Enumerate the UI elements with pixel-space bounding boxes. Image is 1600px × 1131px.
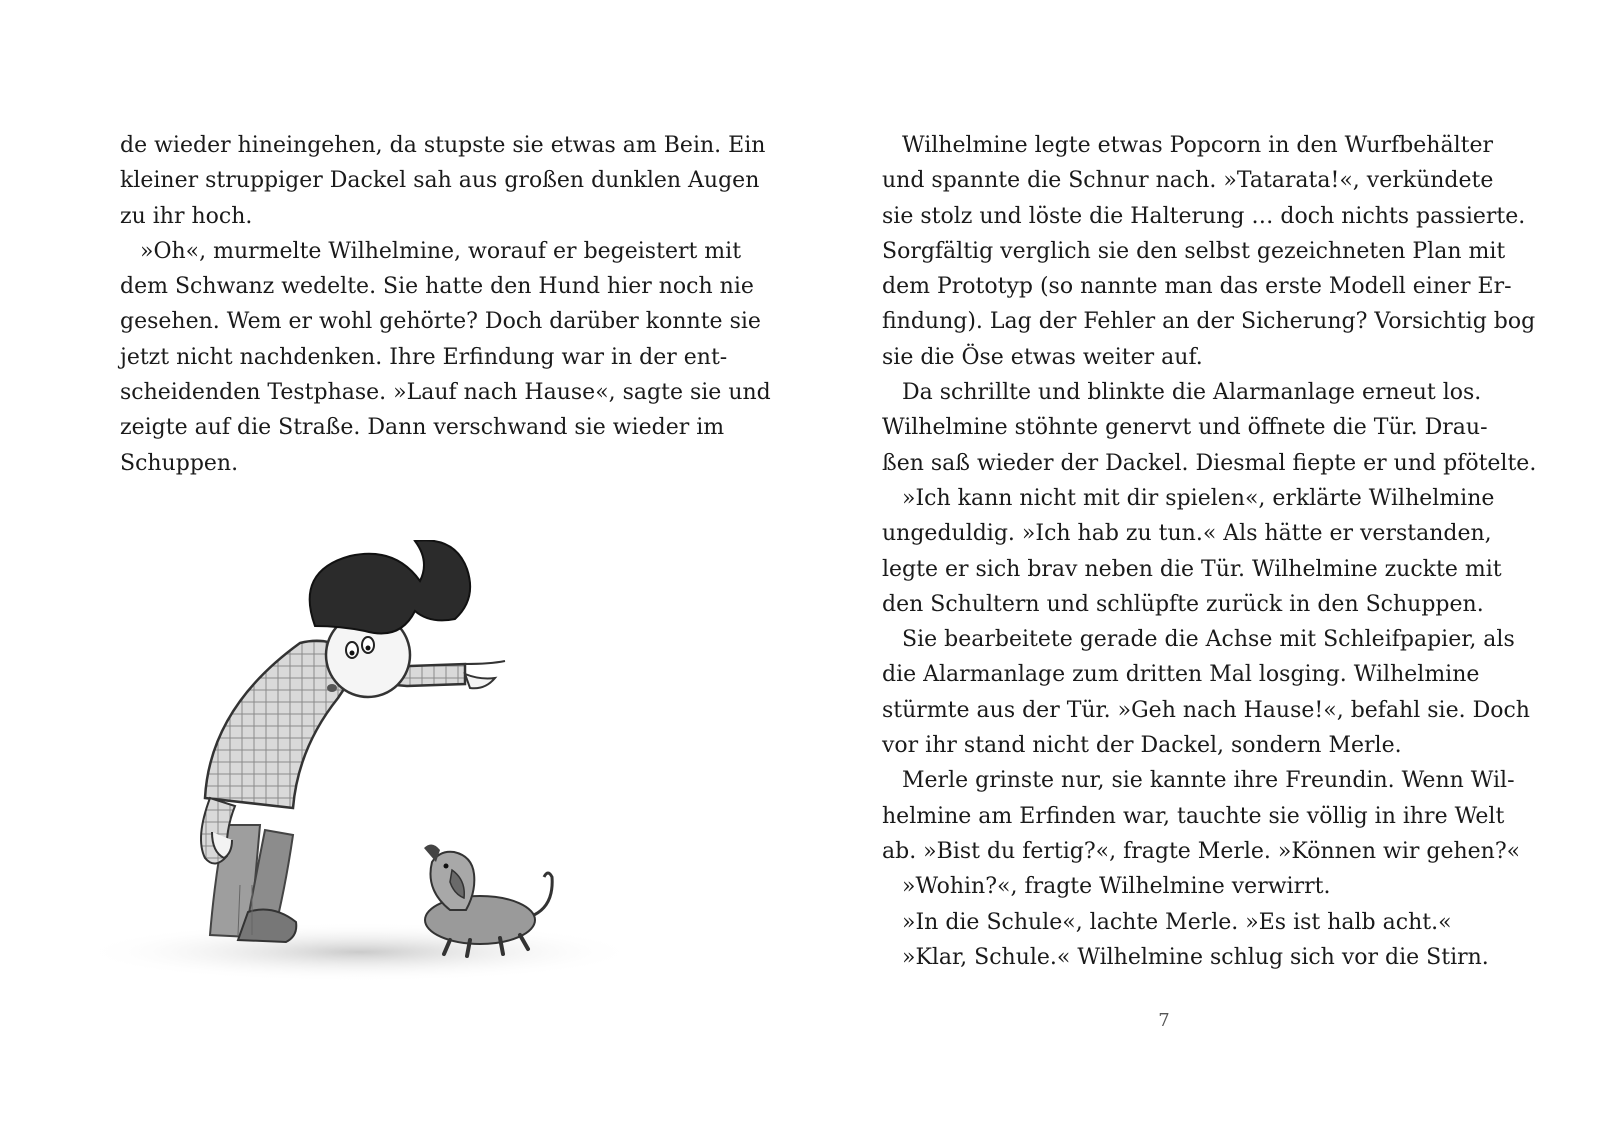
text-line: stürmte aus der Tür. »Geh nach Hause!«, befahl sie. Doch [882,697,1530,723]
text-line: de wieder hineingehen, da stupste sie etwas am Bein. Ein [120,133,766,158]
text-line: die Alarmanlage zum dritten Mal losging. Wilhelmine [882,662,1480,688]
right-page-text [882,128,1537,975]
text-line: jetzt nicht nachdenken. Ihre Erfindung war in der ent- [120,344,728,370]
text-line: Sorgfältig verglich sie den selbst gezeichneten Plan mit [882,238,1506,264]
text-line: dem Prototyp (so nannte man das erste Modell einer Er- [882,274,1512,300]
text-line: Da schrillte und blinkte die Alarmanlage erneut los. [902,380,1482,406]
text-line: »Ich kann nicht mit dir spielen«, erklärte Wilhelmine [902,485,1495,511]
text-line: »In die Schule«, lachte Merle. »Es ist halb acht.« [902,909,1452,935]
text-line: »Wohin?«, fragte Wilhelmine verwirrt. [902,874,1331,900]
text-line: legte er sich brav neben die Tür. Wilhelmine zuckte mit [882,556,1502,582]
text-line: helmine am Erfinden war, tauchte sie völlig in ihre Welt [882,803,1505,829]
text-line: Wilhelmine stöhnte genervt und öffnete die Tür. Drau- [882,415,1488,441]
page-number: 7 [1158,1010,1170,1031]
text-line: findung). Lag der Fehler an der Sicherung? Vorsichtig bog [882,309,1536,335]
text-line: »Klar, Schule.« Wilhelmine schlug sich vor die Stirn. [902,944,1489,970]
girl-and-dachshund-illustration [80,540,660,1000]
text-line: Merle grinste nur, sie kannte ihre Freundin. Wenn Wil- [902,768,1515,794]
text-line: den Schultern und schlüpfte zurück in den Schuppen. [882,591,1484,617]
text-line: ungeduldig. »Ich hab zu tun.« Als hätte er verstanden, [882,521,1492,547]
text-line: vor ihr stand nicht der Dackel, sondern Merle. [882,733,1402,759]
text-line: kleiner struppiger Dackel sah aus großen dunklen Augen [120,168,760,194]
text-line: gesehen. Wem er wohl gehörte? Doch darüber konnte sie [120,309,761,335]
text-line: sie stolz und löste die Halterung … doch nichts passierte. [882,203,1526,229]
ground-shadow [80,922,640,982]
text-line: zeigte auf die Straße. Dann verschwand sie wieder im [120,415,725,441]
text-line: und spannte die Schnur nach. »Tatarata!«, verkündete [882,168,1494,194]
text-line: Sie bearbeitete gerade die Achse mit Schleifpapier, als [902,627,1515,653]
text-line: ab. »Bist du fertig?«, fragte Merle. »Können wir gehen?« [882,838,1521,864]
text-line: Schuppen. [120,450,239,476]
text-line: zu ihr hoch. [120,203,253,229]
text-line: dem Schwanz wedelte. Sie hatte den Hund hier noch nie [120,274,754,300]
text-line: Wilhelmine legte etwas Popcorn in den Wurfbehälter [902,133,1493,158]
text-line: sie die Öse etwas weiter auf. [882,344,1203,370]
text-line: scheidenden Testphase. »Lauf nach Hause«, sagte sie und [120,380,771,406]
left-page-text [120,128,771,481]
text-line: »Oh«, murmelte Wilhelmine, worauf er begeistert mit [140,238,742,264]
text-line: ßen saß wieder der Dackel. Diesmal fiepte er und pfötelte. [882,450,1537,476]
right-page [800,0,1600,1131]
